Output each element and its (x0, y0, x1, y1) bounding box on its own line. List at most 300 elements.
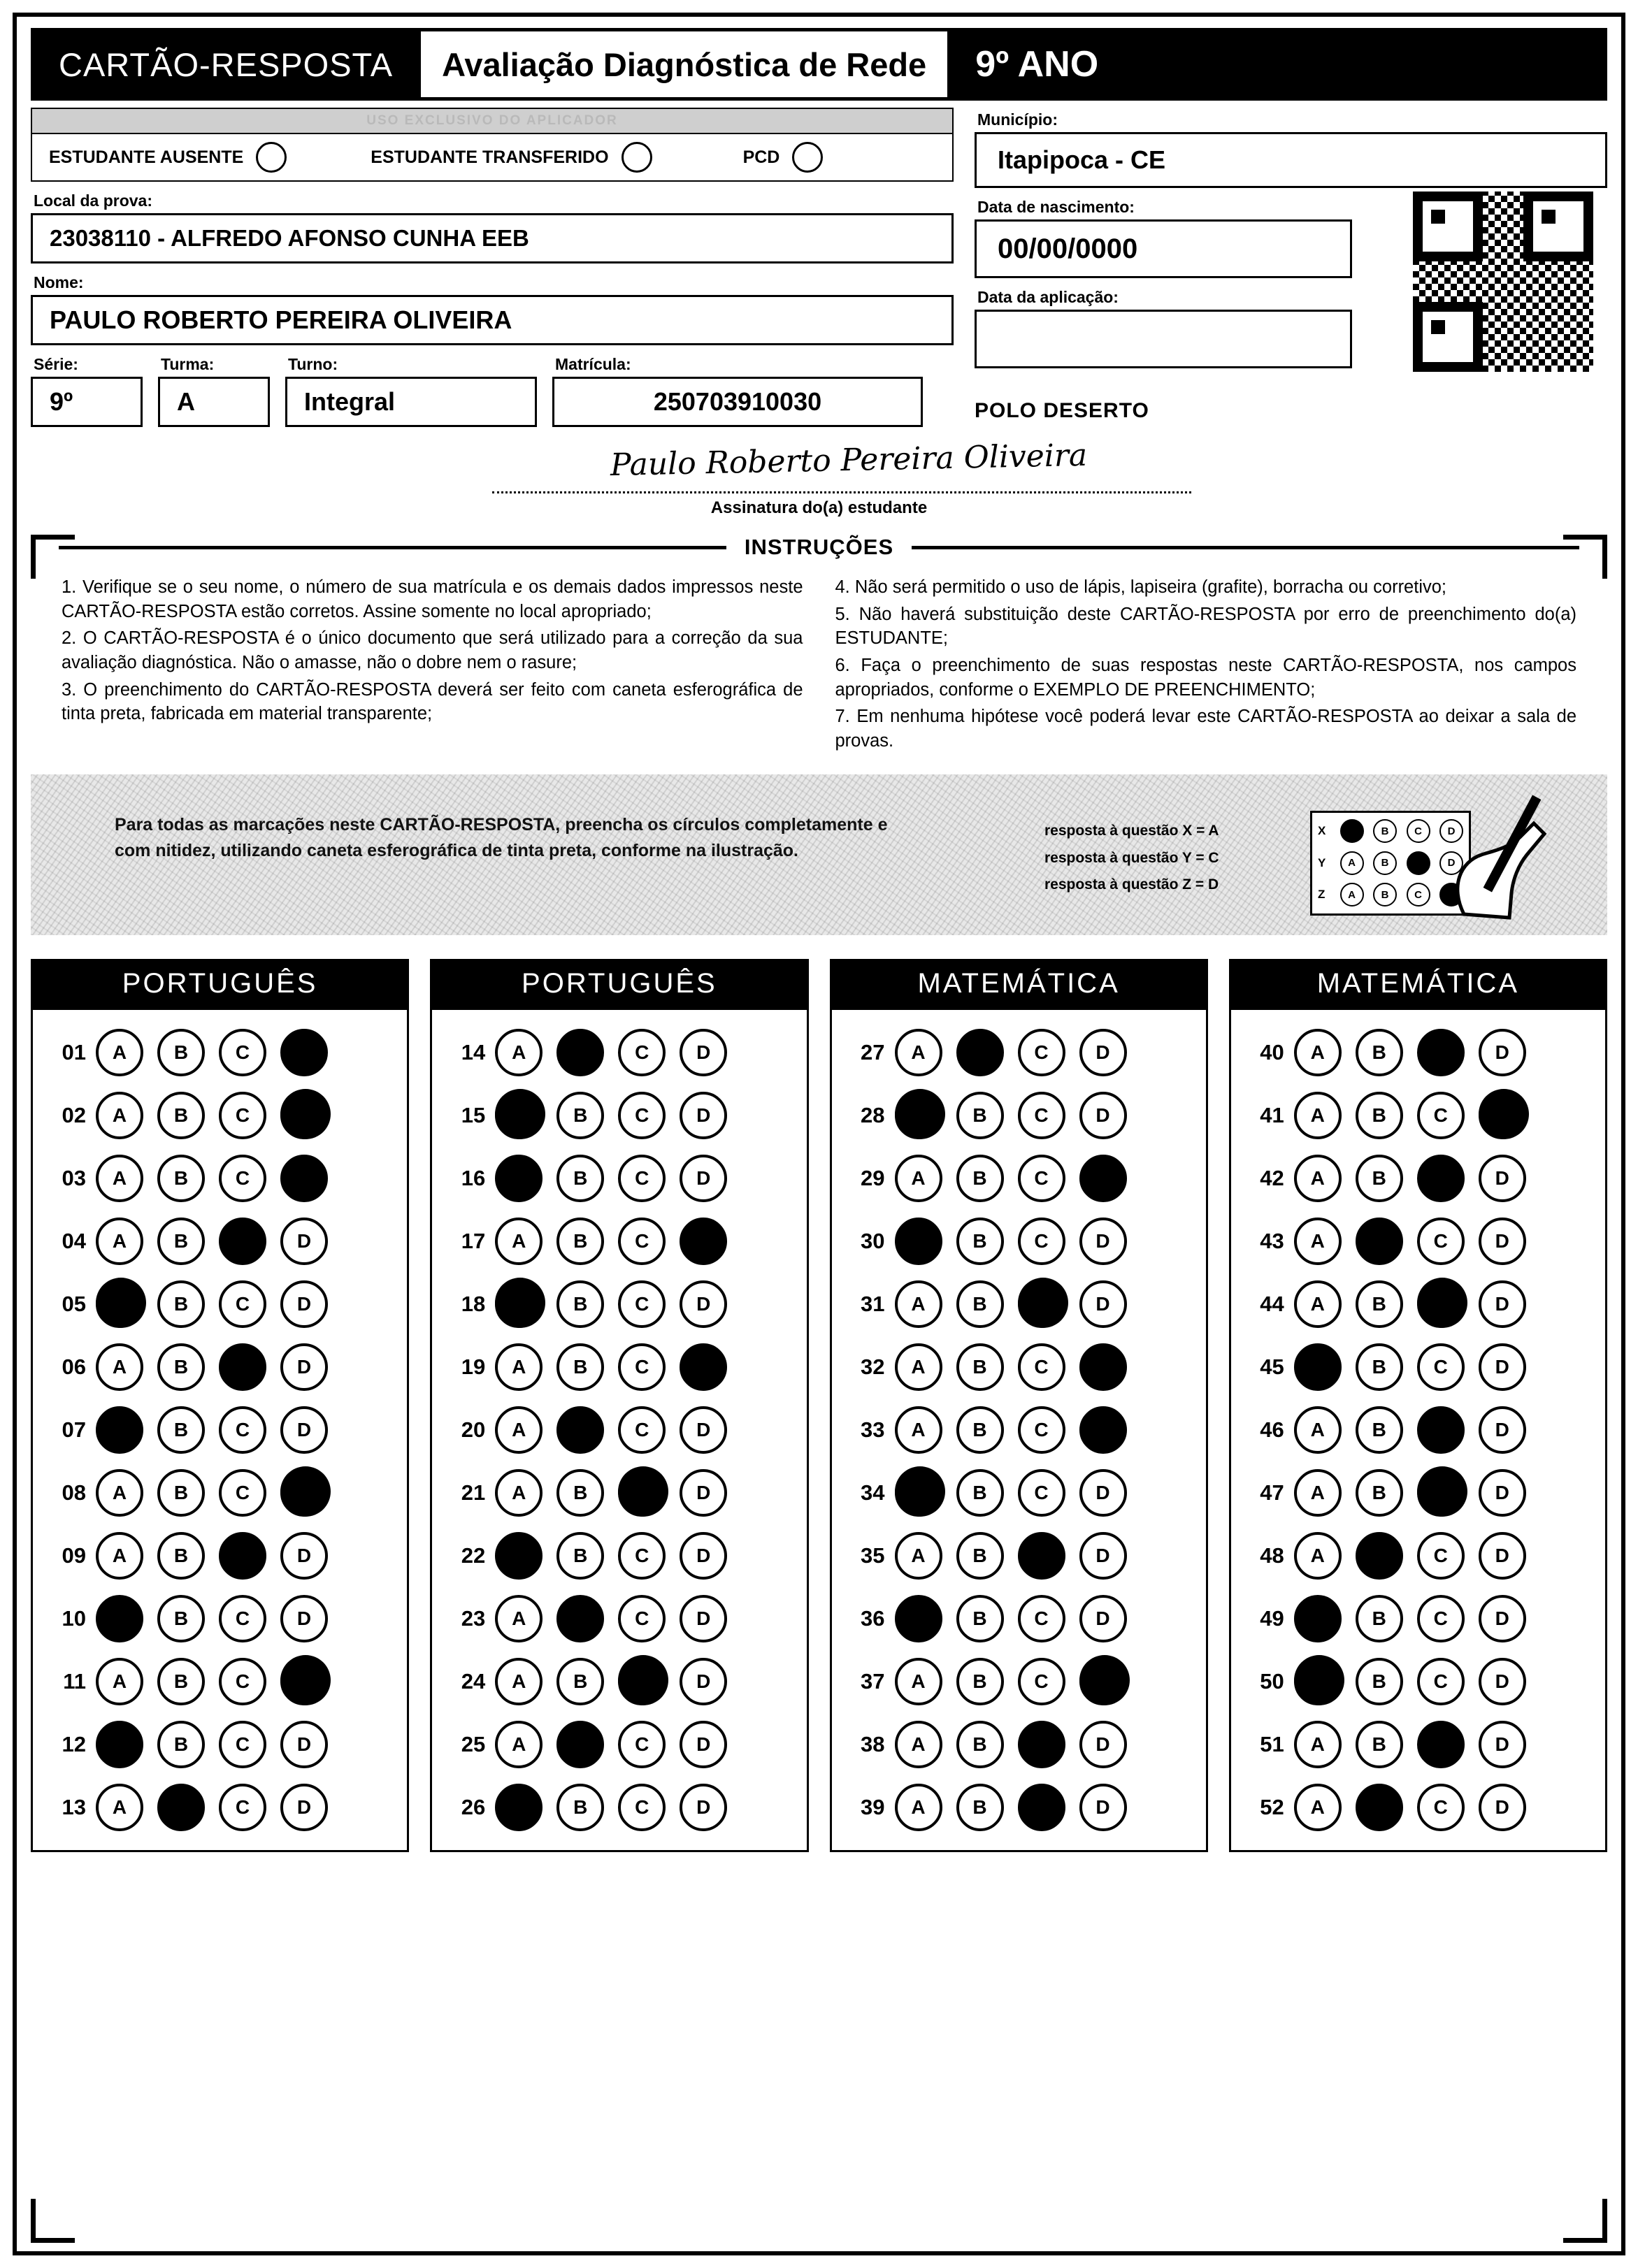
example-z-a: A (1340, 883, 1364, 907)
bubble-07-B[interactable]: B (157, 1406, 205, 1454)
question-options (96, 1469, 328, 1517)
bubble-12-D[interactable]: D (280, 1721, 328, 1768)
bubble-17-A[interactable]: A (495, 1218, 543, 1265)
bubble-10-C[interactable]: C (219, 1595, 266, 1642)
question-options (495, 1280, 727, 1328)
question-number: 22 (461, 1543, 486, 1568)
bubble-11-D[interactable]: D (280, 1658, 328, 1705)
bubble-24-D[interactable]: D (680, 1658, 727, 1705)
question-number: 51 (1260, 1731, 1284, 1756)
bubble-39-D[interactable]: D (1079, 1784, 1127, 1831)
bubble-46-A[interactable]: A (1294, 1406, 1342, 1454)
bubble-04-C[interactable]: C (219, 1218, 266, 1265)
bubble-07-C[interactable]: C (219, 1406, 266, 1454)
question-number: 46 (1260, 1417, 1284, 1442)
bubble-02-B[interactable]: B (157, 1092, 205, 1139)
bubble-19-D[interactable]: D (680, 1343, 727, 1391)
bubble-01-B[interactable]: B (157, 1029, 205, 1076)
question-number: 30 (861, 1228, 885, 1253)
option-estudante-transferido-bubble[interactable] (622, 142, 652, 173)
bubble-02-C[interactable]: C (219, 1092, 266, 1139)
bubble-06-B[interactable]: B (157, 1343, 205, 1391)
question-options (96, 1721, 328, 1768)
bubble-43-A[interactable]: A (1294, 1218, 1342, 1265)
bubble-12-B[interactable]: B (157, 1721, 205, 1768)
question-row (40, 1587, 400, 1650)
serie-field: 9º (31, 377, 143, 427)
question-options (96, 1343, 328, 1391)
bubble-28-D[interactable]: D (1079, 1092, 1127, 1139)
question-number: 01 (62, 1039, 86, 1064)
bubble-45-D[interactable]: D (1479, 1343, 1526, 1391)
answer-column-2-body (430, 1010, 808, 1852)
bubble-18-D[interactable]: D (680, 1280, 727, 1328)
bubble-12-A[interactable]: A (96, 1721, 143, 1768)
bubble-33-A[interactable]: A (895, 1406, 942, 1454)
bubble-43-B[interactable]: B (1356, 1218, 1403, 1265)
instructions-right-column (835, 575, 1577, 756)
bubble-35-A[interactable]: A (895, 1532, 942, 1580)
question-row (1238, 1021, 1598, 1084)
bubble-40-B[interactable]: B (1356, 1029, 1403, 1076)
bubble-45-B[interactable]: B (1356, 1343, 1403, 1391)
bubble-17-B[interactable]: B (556, 1218, 604, 1265)
bubble-42-A[interactable]: A (1294, 1155, 1342, 1202)
nome-label: Nome: (34, 273, 84, 291)
bubble-15-B[interactable]: B (556, 1092, 604, 1139)
bubble-28-B[interactable]: B (956, 1092, 1004, 1139)
bubble-41-C[interactable]: C (1417, 1092, 1465, 1139)
bubble-19-B[interactable]: B (556, 1343, 604, 1391)
bubble-05-D[interactable]: D (280, 1280, 328, 1328)
bubble-20-D[interactable]: D (680, 1406, 727, 1454)
bubble-47-B[interactable]: B (1356, 1469, 1403, 1517)
bubble-14-B[interactable]: B (556, 1029, 604, 1076)
bubble-13-C[interactable]: C (219, 1784, 266, 1831)
bubble-25-C[interactable]: C (618, 1721, 666, 1768)
bubble-47-D[interactable]: D (1479, 1469, 1526, 1517)
bubble-03-A[interactable]: A (96, 1155, 143, 1202)
bubble-33-B[interactable]: B (956, 1406, 1004, 1454)
bubble-25-D[interactable]: D (680, 1721, 727, 1768)
bubble-16-C[interactable]: C (618, 1155, 666, 1202)
bubble-38-C[interactable]: C (1018, 1721, 1065, 1768)
question-row (40, 1650, 400, 1713)
bubble-37-D[interactable]: D (1079, 1658, 1127, 1705)
bubble-37-C[interactable]: C (1018, 1658, 1065, 1705)
bubble-27-B[interactable]: B (956, 1029, 1004, 1076)
question-number: 38 (861, 1731, 885, 1756)
bubble-02-A[interactable]: A (96, 1092, 143, 1139)
question-options (1294, 1092, 1526, 1139)
instruction-2: 2. O CARTÃO-RESPOSTA é o único documento que será utilizado para a correção da sua avaliação diagnóstica. Não o amasse, não o dobre nem o rasure; (62, 628, 803, 673)
question-options (495, 1532, 727, 1580)
question-number: 32 (861, 1354, 885, 1379)
instruction-6: 6. Faça o preenchimento de suas respostas neste CARTÃO-RESPOSTA, nos campos apropriados, conforme o EXEMPLO DE PREENCHIMENTO; (835, 656, 1576, 700)
bubble-48-B[interactable]: B (1356, 1532, 1403, 1580)
bubble-48-A[interactable]: A (1294, 1532, 1342, 1580)
bubble-36-D[interactable]: D (1079, 1595, 1127, 1642)
bubble-44-D[interactable]: D (1479, 1280, 1526, 1328)
bubble-29-C[interactable]: C (1018, 1155, 1065, 1202)
bubble-52-B[interactable]: B (1356, 1784, 1403, 1831)
bubble-47-A[interactable]: A (1294, 1469, 1342, 1517)
question-row (439, 1776, 799, 1839)
question-row (839, 1147, 1199, 1210)
question-options (495, 1343, 727, 1391)
bubble-27-A[interactable]: A (895, 1029, 942, 1076)
question-row (839, 1336, 1199, 1399)
bubble-01-D[interactable]: D (280, 1029, 328, 1076)
bubble-03-D[interactable]: D (280, 1155, 328, 1202)
bubble-44-A[interactable]: A (1294, 1280, 1342, 1328)
bubble-19-C[interactable]: C (618, 1343, 666, 1391)
bubble-26-D[interactable]: D (680, 1784, 727, 1831)
bubble-23-B[interactable]: B (556, 1595, 604, 1642)
bubble-51-B[interactable]: B (1356, 1721, 1403, 1768)
bubble-49-B[interactable]: B (1356, 1595, 1403, 1642)
bubble-46-D[interactable]: D (1479, 1406, 1526, 1454)
bubble-14-A[interactable]: A (495, 1029, 543, 1076)
bubble-35-D[interactable]: D (1079, 1532, 1127, 1580)
bubble-34-D[interactable]: D (1079, 1469, 1127, 1517)
bubble-45-A[interactable]: A (1294, 1343, 1342, 1391)
question-row (839, 1084, 1199, 1147)
question-row (439, 1084, 799, 1147)
bubble-06-D[interactable]: D (280, 1343, 328, 1391)
example-y-d: D (1439, 851, 1463, 875)
bubble-40-D[interactable]: D (1479, 1029, 1526, 1076)
bubble-24-B[interactable]: B (556, 1658, 604, 1705)
bubble-43-D[interactable]: D (1479, 1218, 1526, 1265)
bubble-33-C[interactable]: C (1018, 1406, 1065, 1454)
bubble-50-D[interactable]: D (1479, 1658, 1526, 1705)
question-row (839, 1273, 1199, 1336)
bubble-49-A[interactable]: A (1294, 1595, 1342, 1642)
bubble-41-A[interactable]: A (1294, 1092, 1342, 1139)
bubble-44-B[interactable]: B (1356, 1280, 1403, 1328)
example-row-x (1318, 819, 1463, 843)
question-options (1294, 1721, 1526, 1768)
question-options (96, 1218, 328, 1265)
bubble-23-D[interactable]: D (680, 1595, 727, 1642)
answer-column-4-body (1229, 1010, 1607, 1852)
bubble-28-A[interactable]: A (895, 1092, 942, 1139)
answer-column-1-title: PORTUGUÊS (31, 959, 409, 1010)
question-options (895, 1218, 1127, 1265)
option-estudante-ausente-bubble[interactable] (256, 142, 287, 173)
question-row (439, 1461, 799, 1524)
question-number: 15 (461, 1102, 486, 1127)
question-options (495, 1155, 727, 1202)
bubble-21-B[interactable]: B (556, 1469, 604, 1517)
bubble-27-C[interactable]: C (1018, 1029, 1065, 1076)
bubble-49-D[interactable]: D (1479, 1595, 1526, 1642)
question-options (96, 1280, 328, 1328)
bubble-31-D[interactable]: D (1079, 1280, 1127, 1328)
bubble-21-A[interactable]: A (495, 1469, 543, 1517)
bubble-15-D[interactable]: D (680, 1092, 727, 1139)
bubble-08-B[interactable]: B (157, 1469, 205, 1517)
bubble-24-A[interactable]: A (495, 1658, 543, 1705)
bubble-07-D[interactable]: D (280, 1406, 328, 1454)
bubble-35-B[interactable]: B (956, 1532, 1004, 1580)
bubble-08-D[interactable]: D (280, 1469, 328, 1517)
question-options (895, 1658, 1127, 1705)
bubble-29-D[interactable]: D (1079, 1155, 1127, 1202)
bubble-16-A[interactable]: A (495, 1155, 543, 1202)
bubble-32-D[interactable]: D (1079, 1343, 1127, 1391)
bubble-06-A[interactable]: A (96, 1343, 143, 1391)
bubble-32-C[interactable]: C (1018, 1343, 1065, 1391)
bubble-38-B[interactable]: B (956, 1721, 1004, 1768)
bubble-03-C[interactable]: C (219, 1155, 266, 1202)
question-options (495, 1469, 727, 1517)
bubble-32-B[interactable]: B (956, 1343, 1004, 1391)
bubble-08-A[interactable]: A (96, 1469, 143, 1517)
question-row (439, 1336, 799, 1399)
question-number: 50 (1260, 1668, 1284, 1693)
bubble-40-A[interactable]: A (1294, 1029, 1342, 1076)
bubble-50-C[interactable]: C (1417, 1658, 1465, 1705)
bubble-48-D[interactable]: D (1479, 1532, 1526, 1580)
bubble-18-A[interactable]: A (495, 1280, 543, 1328)
bubble-45-C[interactable]: C (1417, 1343, 1465, 1391)
bubble-25-A[interactable]: A (495, 1721, 543, 1768)
bubble-05-B[interactable]: B (157, 1280, 205, 1328)
question-options (1294, 1155, 1526, 1202)
bubble-05-A[interactable]: A (96, 1280, 143, 1328)
option-pcd-bubble[interactable] (792, 142, 823, 173)
question-number: 41 (1260, 1102, 1284, 1127)
bubble-30-D[interactable]: D (1079, 1218, 1127, 1265)
bubble-05-C[interactable]: C (219, 1280, 266, 1328)
bubble-01-A[interactable]: A (96, 1029, 143, 1076)
bubble-36-A[interactable]: A (895, 1595, 942, 1642)
bubble-01-C[interactable]: C (219, 1029, 266, 1076)
bubble-04-A[interactable]: A (96, 1218, 143, 1265)
turno-label: Turno: (288, 355, 338, 373)
bubble-41-D[interactable]: D (1479, 1092, 1526, 1139)
bubble-22-B[interactable]: B (556, 1532, 604, 1580)
bubble-43-C[interactable]: C (1417, 1218, 1465, 1265)
question-options (895, 1092, 1127, 1139)
bubble-36-C[interactable]: C (1018, 1595, 1065, 1642)
bubble-26-A[interactable]: A (495, 1784, 543, 1831)
bubble-04-B[interactable]: B (157, 1218, 205, 1265)
question-number: 13 (62, 1794, 86, 1819)
bubble-15-C[interactable]: C (618, 1092, 666, 1139)
question-number: 19 (461, 1354, 486, 1379)
bubble-30-B[interactable]: B (956, 1218, 1004, 1265)
bubble-31-C[interactable]: C (1018, 1280, 1065, 1328)
bubble-09-B[interactable]: B (157, 1532, 205, 1580)
bubble-13-D[interactable]: D (280, 1784, 328, 1831)
bubble-08-C[interactable]: C (219, 1469, 266, 1517)
bubble-17-C[interactable]: C (618, 1218, 666, 1265)
bubble-12-C[interactable]: C (219, 1721, 266, 1768)
bubble-46-B[interactable]: B (1356, 1406, 1403, 1454)
bubble-11-C[interactable]: C (219, 1658, 266, 1705)
bubble-22-A[interactable]: A (495, 1532, 543, 1580)
bubble-23-C[interactable]: C (618, 1595, 666, 1642)
question-number: 23 (461, 1605, 486, 1631)
bubble-37-B[interactable]: B (956, 1658, 1004, 1705)
bubble-30-C[interactable]: C (1018, 1218, 1065, 1265)
bubble-21-C[interactable]: C (618, 1469, 666, 1517)
bubble-20-C[interactable]: C (618, 1406, 666, 1454)
example-y-c: C (1407, 851, 1430, 875)
bubble-38-D[interactable]: D (1079, 1721, 1127, 1768)
question-options (1294, 1218, 1526, 1265)
question-number: 06 (62, 1354, 86, 1379)
bubble-21-D[interactable]: D (680, 1469, 727, 1517)
municipio-field: Itapipoca - CE (975, 132, 1607, 188)
bubble-29-A[interactable]: A (895, 1155, 942, 1202)
bubble-20-B[interactable]: B (556, 1406, 604, 1454)
question-row (439, 1524, 799, 1587)
bubble-17-D[interactable]: D (680, 1218, 727, 1265)
bubble-31-B[interactable]: B (956, 1280, 1004, 1328)
bubble-41-B[interactable]: B (1356, 1092, 1403, 1139)
instruction-3: 3. O preenchimento do CARTÃO-RESPOSTA deverá ser feito com caneta esferográfica de tinta preta, fabricada em material transparente; (62, 679, 803, 724)
question-number: 43 (1260, 1228, 1284, 1253)
bubble-10-B[interactable]: B (157, 1595, 205, 1642)
bubble-39-B[interactable]: B (956, 1784, 1004, 1831)
instruction-5: 5. Não haverá substituição deste CARTÃO-RESPOSTA por erro de preenchimento do(a) ESTUDANTE; (835, 604, 1576, 649)
question-row (1238, 1713, 1598, 1776)
bubble-37-A[interactable]: A (895, 1658, 942, 1705)
bubble-06-C[interactable]: C (219, 1343, 266, 1391)
question-row (839, 1021, 1199, 1084)
question-options (495, 1406, 727, 1454)
option-estudante-transferido[interactable] (371, 142, 652, 173)
bubble-11-A[interactable]: A (96, 1658, 143, 1705)
question-row (839, 1776, 1199, 1839)
option-pcd[interactable] (743, 142, 824, 173)
bubble-51-C[interactable]: C (1417, 1721, 1465, 1768)
instruction-7: 7. Em nenhuma hipótese você poderá levar este CARTÃO-RESPOSTA ao deixar a sala de provas. (835, 707, 1576, 751)
bubble-24-C[interactable]: C (618, 1658, 666, 1705)
question-number: 05 (62, 1291, 86, 1316)
bubble-18-B[interactable]: B (556, 1280, 604, 1328)
option-estudante-ausente[interactable] (49, 142, 287, 173)
question-row (1238, 1210, 1598, 1273)
bubble-26-B[interactable]: B (556, 1784, 604, 1831)
bubble-19-A[interactable]: A (495, 1343, 543, 1391)
bubble-04-D[interactable]: D (280, 1218, 328, 1265)
bubble-42-D[interactable]: D (1479, 1155, 1526, 1202)
bubble-13-A[interactable]: A (96, 1784, 143, 1831)
bubble-42-B[interactable]: B (1356, 1155, 1403, 1202)
answer-column-2 (430, 959, 808, 1852)
question-number: 35 (861, 1543, 885, 1568)
bubble-11-B[interactable]: B (157, 1658, 205, 1705)
question-number: 36 (861, 1605, 885, 1631)
bubble-09-C[interactable]: C (219, 1532, 266, 1580)
bubble-47-C[interactable]: C (1417, 1469, 1465, 1517)
bubble-16-D[interactable]: D (680, 1155, 727, 1202)
question-number: 44 (1260, 1291, 1284, 1316)
bubble-34-B[interactable]: B (956, 1469, 1004, 1517)
bubble-30-A[interactable]: A (895, 1218, 942, 1265)
bubble-13-B[interactable]: B (157, 1784, 205, 1831)
bubble-39-C[interactable]: C (1018, 1784, 1065, 1831)
bubble-51-A[interactable]: A (1294, 1721, 1342, 1768)
bubble-28-C[interactable]: C (1018, 1092, 1065, 1139)
bubble-52-D[interactable]: D (1479, 1784, 1526, 1831)
question-options (96, 1092, 328, 1139)
bubble-22-D[interactable]: D (680, 1532, 727, 1580)
bubble-51-D[interactable]: D (1479, 1721, 1526, 1768)
bubble-14-C[interactable]: C (618, 1029, 666, 1076)
example-x-a: A (1340, 819, 1364, 843)
bubble-31-A[interactable]: A (895, 1280, 942, 1328)
bubble-23-A[interactable]: A (495, 1595, 543, 1642)
bubble-39-A[interactable]: A (895, 1784, 942, 1831)
signature-area (31, 437, 1607, 517)
bubble-20-A[interactable]: A (495, 1406, 543, 1454)
bubble-52-A[interactable]: A (1294, 1784, 1342, 1831)
bubble-07-A[interactable]: A (96, 1406, 143, 1454)
bubble-33-D[interactable]: D (1079, 1406, 1127, 1454)
question-number: 39 (861, 1794, 885, 1819)
bubble-18-C[interactable]: C (618, 1280, 666, 1328)
bubble-10-A[interactable]: A (96, 1595, 143, 1642)
bubble-16-B[interactable]: B (556, 1155, 604, 1202)
registration-mark-bottom-left (31, 2199, 75, 2243)
bubble-14-D[interactable]: D (680, 1029, 727, 1076)
bubble-42-C[interactable]: C (1417, 1155, 1465, 1202)
bubble-03-B[interactable]: B (157, 1155, 205, 1202)
legend-line-1: resposta à questão X = A (1044, 822, 1219, 839)
question-options (895, 1406, 1127, 1454)
bubble-46-C[interactable]: C (1417, 1406, 1465, 1454)
question-options (895, 1532, 1127, 1580)
question-row (439, 1210, 799, 1273)
bubble-36-B[interactable]: B (956, 1595, 1004, 1642)
bubble-09-A[interactable]: A (96, 1532, 143, 1580)
bubble-48-C[interactable]: C (1417, 1532, 1465, 1580)
bubble-09-D[interactable]: D (280, 1532, 328, 1580)
bubble-32-A[interactable]: A (895, 1343, 942, 1391)
example-x-b: B (1373, 819, 1397, 843)
bubble-34-A[interactable]: A (895, 1469, 942, 1517)
bubble-44-C[interactable]: C (1417, 1280, 1465, 1328)
identification-block (31, 108, 1607, 427)
bubble-15-A[interactable]: A (495, 1092, 543, 1139)
question-row (40, 1210, 400, 1273)
bubble-25-B[interactable]: B (556, 1721, 604, 1768)
question-row (40, 1084, 400, 1147)
bubble-35-C[interactable]: C (1018, 1532, 1065, 1580)
bubble-10-D[interactable]: D (280, 1595, 328, 1642)
bubble-34-C[interactable]: C (1018, 1469, 1065, 1517)
bubble-29-B[interactable]: B (956, 1155, 1004, 1202)
bubble-40-C[interactable]: C (1417, 1029, 1465, 1076)
bubble-27-D[interactable]: D (1079, 1029, 1127, 1076)
bubble-26-C[interactable]: C (618, 1784, 666, 1831)
bubble-22-C[interactable]: C (618, 1532, 666, 1580)
question-row (439, 1399, 799, 1461)
question-row (1238, 1336, 1598, 1399)
bubble-52-C[interactable]: C (1417, 1784, 1465, 1831)
bubble-49-C[interactable]: C (1417, 1595, 1465, 1642)
bubble-38-A[interactable]: A (895, 1721, 942, 1768)
bubble-02-D[interactable]: D (280, 1092, 328, 1139)
bubble-50-A[interactable]: A (1294, 1658, 1342, 1705)
bubble-50-B[interactable]: B (1356, 1658, 1403, 1705)
